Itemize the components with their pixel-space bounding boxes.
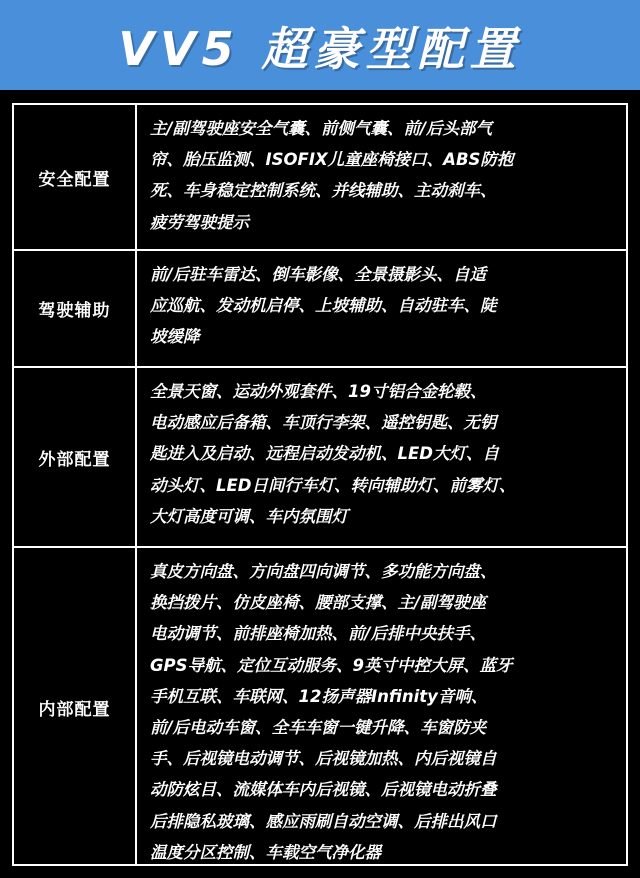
feature-line: 大灯高度可调、车内氛围灯: [150, 506, 348, 526]
feature-list: [137, 548, 626, 866]
feature-line: 死、车身稳定控制系统、并线辅助、主动刹车、: [150, 181, 497, 201]
feature-line: 换挡拨片、仿皮座椅、腰部支撑、主/副驾驶座: [150, 593, 487, 613]
feature-line: 电动调节、前排座椅加热、前/后排中央扶手、: [150, 624, 487, 644]
feature-line: 手机互联、车联网、12扬声器Infinity音响、: [150, 686, 488, 706]
page-title: VV5 超豪型配置: [118, 22, 522, 76]
feature-line: 匙进入及启动、远程启动发动机、LED大灯、自: [150, 444, 499, 464]
spec-row-driving-assist: [14, 251, 626, 368]
feature-line: 温度分区控制、车载空气净化器: [150, 842, 381, 862]
feature-line: 真皮方向盘、方向盘四向调节、多功能方向盘、: [150, 562, 497, 581]
feature-line: 全景天窗、运动外观套件、19寸铝合金轮毂、: [150, 382, 487, 401]
feature-line: 动防炫目、流媒体车内后视镜、后视镜电动折叠: [150, 780, 497, 800]
feature-line: 后排隐私玻璃、感应雨刷自动空调、后排出风口: [150, 811, 497, 831]
feature-line: 主/副驾驶座安全气囊、前侧气囊、前/后头部气: [150, 119, 493, 138]
feature-line: 帘、胎压监测、ISOFIX儿童座椅接口、ABS防抱: [150, 150, 514, 170]
feature-list: [137, 368, 626, 546]
category-label: 驾驶辅助: [14, 251, 137, 366]
feature-line: 前/后电动车窗、全车车窗一键升降、车窗防夹: [150, 717, 487, 737]
spec-row-safety: [14, 105, 626, 251]
category-label: 内部配置: [14, 548, 137, 866]
feature-line: 坡缓降: [150, 327, 200, 347]
feature-list: [137, 105, 626, 249]
spec-row-exterior: [14, 368, 626, 548]
feature-line: GPS导航、定位互动服务、9英寸中控大屏、蓝牙: [150, 655, 513, 675]
feature-line: 动头灯、LED日间行车灯、转向辅助灯、前雾灯、: [150, 475, 516, 495]
category-label: 外部配置: [14, 368, 137, 546]
feature-line: 应巡航、发动机启停、上坡辅助、自动驻车、陡: [150, 296, 497, 316]
category-label: 安全配置: [14, 105, 137, 249]
title-banner: [0, 0, 640, 90]
feature-list: [137, 251, 626, 366]
feature-line: 前/后驻车雷达、倒车影像、全景摄影头、自适: [150, 265, 487, 284]
spec-table: [12, 103, 628, 866]
feature-line: 疲劳驾驶提示: [150, 212, 249, 232]
feature-line: 手、后视镜电动调节、后视镜加热、内后视镜自: [150, 749, 497, 769]
spec-row-interior: [14, 548, 626, 866]
feature-line: 电动感应后备箱、车顶行李架、遥控钥匙、无钥: [150, 413, 497, 433]
